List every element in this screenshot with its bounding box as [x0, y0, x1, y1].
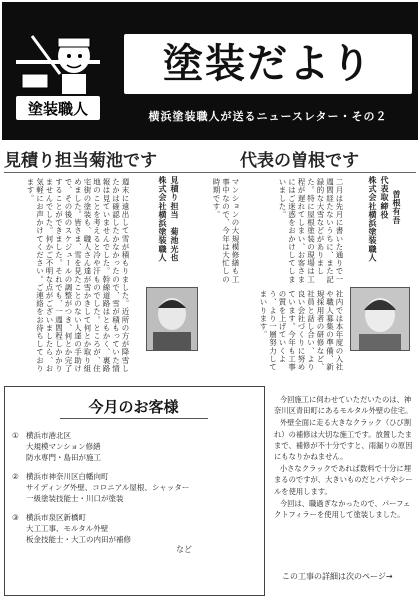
header-banner: [2, 2, 418, 140]
left-body-text: 週末に遠出して雪が積もりました。近所の方が降雪したかは確認したかなかったので、雪が積もっていた情報は見ていませんでした。幹線道路はともかく、裏路地のことを考えると冷や汗ものでした。ところが、住宅街の塗装も、職人さん達が雪かきして何とか取り組めました。皆さま、雪を見たことのない人達の手助けで、その後のスケジュールの調整がつき、何とか完了することができました。それでも、一週間程しかかりませんでした。何かご不明な点がございましたら、お気軽にお声かけてください。ご連絡をお待ちしております。: [26, 178, 130, 373]
left-role-name: 見積り担当 菊池光也: [170, 176, 179, 262]
notes-paragraph: 今回は、職過ぎなかったので、パーフェクトフィラーを使用して塗装しました。: [274, 498, 411, 520]
newsletter-title: 塗装だより: [163, 40, 373, 87]
left-company: 株式会社横浜塗装職人: [158, 176, 167, 262]
customer-line: 板金技能士・大工の内田が補修: [26, 535, 131, 544]
customers-etc: など: [176, 545, 192, 554]
customer-item-2: [12, 471, 189, 504]
customer-number: ③: [12, 513, 19, 522]
notes-paragraph: 外壁全面に走る大きなクラック（ひび割れ）の補修は大切な施工です。放置したままで、補修が不十分ですと、雨漏りの原因にもなりかねません。: [274, 418, 413, 462]
right-body-text-1: 二月は先月に書いた通りで一週間経たないうちに、また記録的な大雪などがありました。特に屋根塗装の現場は工程が遅れてしまい、お客さまにはご迷惑をおかけしてしまいました。: [278, 178, 344, 284]
kikuchi-photo: [146, 287, 198, 351]
customers-title: 今月のお客様: [88, 398, 179, 416]
customer-line: 大規模マンション修繕: [26, 442, 101, 451]
customer-line: 大工工事、モルタル外壁: [26, 524, 109, 533]
continue-next-page: この工事の詳細は次のページ→: [282, 572, 393, 581]
title-box: [124, 34, 412, 94]
left-section-heading: 見積り担当菊池です: [4, 151, 157, 171]
customers-title-underline: [60, 418, 208, 419]
notes-paragraph: 今回施工に伺わせていただいたのは、神奈川区青田町にあるモルタル外壁の住宅。: [274, 395, 413, 416]
notes-paragraph: 小さなクラックであれば数料で十分に埋まるのですが、大きいものだとパテやシールを使用します。: [274, 464, 413, 496]
right-body-text-3: 社内では本年度の入社や職人募集の準備、新規採用者の研修など、社員と話し合い、より良い会社づくりに努めています。今年も工事の質を上げていくよう、より一層努力してまいります。: [259, 290, 344, 371]
heading-divider: [4, 172, 416, 173]
sone-photo: [350, 287, 410, 351]
customer-number: ①: [12, 431, 19, 440]
customer-line: 防水専門・島田が施工: [26, 453, 101, 462]
customer-line: 横浜市神奈川区白幡向町: [26, 472, 109, 481]
customer-number: ②: [12, 472, 19, 481]
right-section-heading: 代表の曽根です: [240, 151, 359, 171]
customer-line: 一級塗装技能士・川口が塗装: [26, 494, 124, 503]
customer-line: 横浜市泉区新橋町: [26, 513, 86, 522]
customer-line: サイディング外壁、コロニアル屋根、シャッター: [26, 483, 190, 492]
customer-item-1: [12, 430, 101, 463]
right-body-text-2: マンションの大規模修繕も工事中なので、今年は大忙しの時期です。: [212, 178, 240, 284]
right-company: 株式会社横浜塗装職人: [368, 176, 377, 262]
right-name: 曽根有吾: [392, 190, 401, 225]
customer-item-3: [12, 512, 131, 545]
painter-character-logo: [12, 16, 104, 126]
logo-text: 塗装職人: [27, 100, 89, 118]
construction-notes: [274, 394, 414, 521]
newsletter-subtitle: 横浜塗装職人が送るニュースレター・その２: [148, 110, 388, 123]
customer-line: 横浜市港北区: [26, 431, 71, 440]
right-role: 代表取締役: [380, 176, 389, 219]
